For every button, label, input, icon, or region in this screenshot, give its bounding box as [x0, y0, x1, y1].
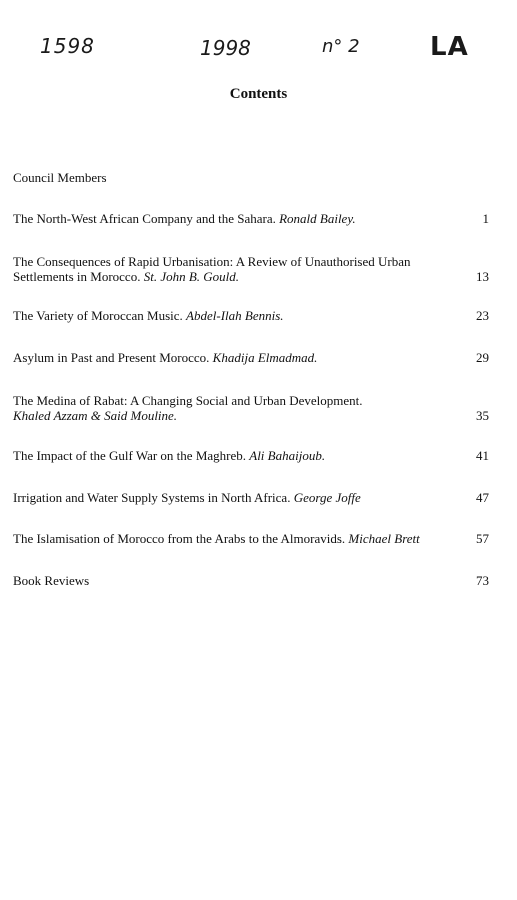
toc-entry-title: The Islamisation of Morocco from the Arabs to the Almoravids.: [13, 531, 346, 546]
toc-page-number: 57: [476, 531, 489, 546]
toc-entry-title: The Impact of the Gulf War on the Maghreb.: [13, 448, 246, 463]
toc-entry-title: The Medina of Rabat: A Changing Social and Urban Development.: [13, 393, 363, 408]
toc-entry: [13, 531, 453, 546]
toc-page-number: 35: [476, 408, 489, 423]
handwritten-mark: n° 2: [322, 36, 360, 57]
toc-page-number: 47: [476, 490, 489, 505]
toc-entry: [13, 448, 453, 463]
toc-entry: [13, 573, 453, 588]
toc-entry-author: Ronald Bailey.: [279, 211, 356, 226]
toc-entry-title: The Consequences of Rapid Urbanisation: A Review of Unauthorised Urban: [13, 254, 411, 269]
toc-entry: [13, 254, 453, 284]
toc-page-number: 1: [482, 211, 489, 226]
toc-entry: [13, 490, 453, 505]
toc-entry: [13, 211, 453, 226]
handwritten-mark: 1598: [40, 34, 95, 58]
toc-entry-author: Abdel-Ilah Bennis.: [186, 308, 284, 323]
toc-entry: [13, 170, 453, 185]
toc-entry-title: The Variety of Moroccan Music.: [13, 308, 183, 323]
toc-entry-author: Michael Brett: [348, 531, 420, 546]
toc-entry-title: Asylum in Past and Present Morocco.: [13, 350, 210, 365]
toc-page-number: 13: [476, 269, 489, 284]
toc-entry: [13, 350, 453, 365]
toc-entry-title: Book Reviews: [13, 573, 90, 588]
toc-entry-title-continued: Settlements in Morocco.: [13, 269, 141, 284]
toc-entry: [13, 308, 453, 323]
toc-page-number: 41: [476, 448, 489, 463]
toc-entry-title: Irrigation and Water Supply Systems in North Africa.: [13, 490, 291, 505]
toc-entry-author: Khaled Azzam & Said Mouline.: [13, 408, 178, 423]
handwritten-mark: LA: [430, 32, 469, 62]
toc-page-number: 73: [476, 573, 489, 588]
toc-page-number: 23: [476, 308, 489, 323]
handwritten-mark: 1998: [200, 36, 251, 60]
toc-entry-author: George Joffe: [293, 490, 361, 505]
toc-entry-author: Khadija Elmadmad.: [212, 350, 318, 365]
toc-entry-title: The North-West African Company and the Sahara.: [13, 211, 276, 226]
toc-entry-author: Ali Bahaijoub.: [249, 448, 326, 463]
toc-entry-title: Council Members: [13, 170, 107, 185]
toc-page-number: 29: [476, 350, 489, 365]
page-title: Contents: [229, 86, 288, 102]
toc-entry-author: St. John B. Gould.: [143, 269, 240, 284]
toc-entry: [13, 393, 453, 423]
